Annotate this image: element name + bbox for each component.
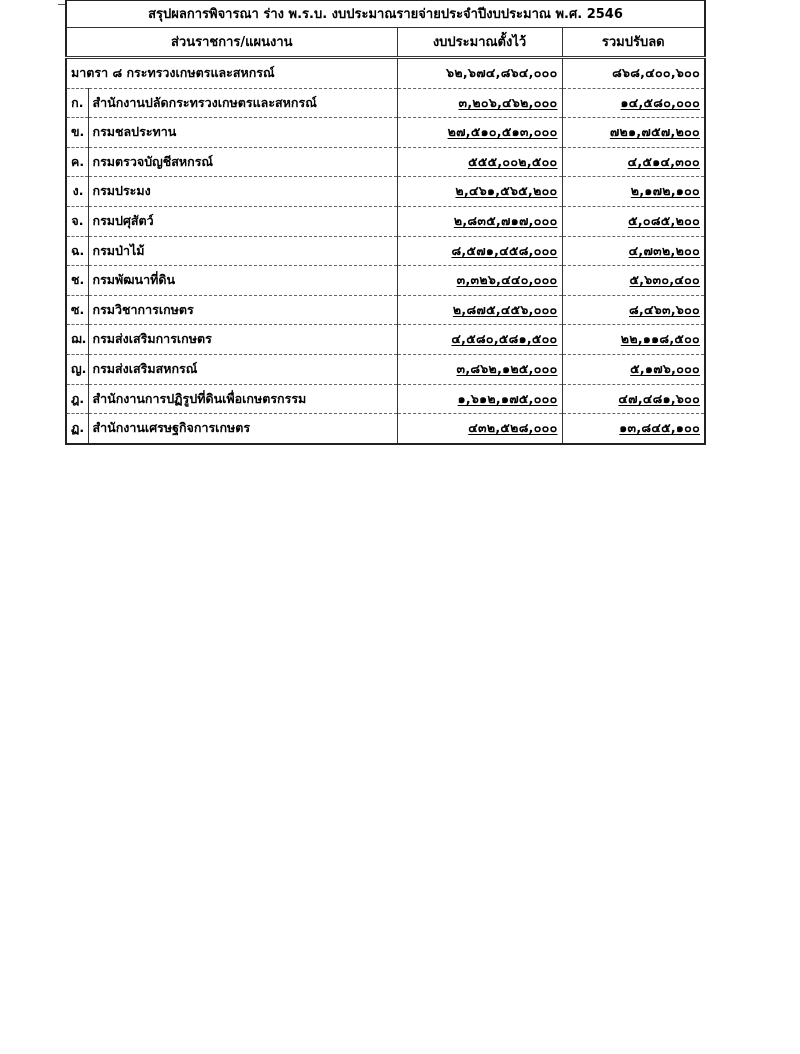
table-row (66, 354, 705, 384)
row-budget-value: ๓,๒๐๖,๔๖๒,๐๐๐ (458, 94, 558, 110)
row-budget (397, 414, 562, 444)
row-name: สำนักงานการปฏิรูปที่ดินเพื่อเกษตรกรรม (88, 384, 397, 414)
row-cut-value: ๔๗,๔๘๑,๖๐๐ (618, 390, 700, 406)
row-prefix: ญ. (66, 354, 88, 384)
column-header-budget: งบประมาณตั้งไว้ (397, 28, 562, 58)
table-title-row (66, 0, 705, 28)
row-budget (397, 236, 562, 266)
row-budget-value: ๒๗,๕๑๐,๕๑๓,๐๐๐ (447, 124, 558, 140)
row-budget (397, 384, 562, 414)
row-cut (562, 147, 705, 177)
row-prefix: จ. (66, 206, 88, 236)
row-budget-value: ๔,๕๘๐,๕๘๑,๕๐๐ (451, 331, 558, 347)
row-budget-value: ๒,๘๓๕,๗๑๗,๐๐๐ (453, 213, 558, 229)
row-budget (397, 325, 562, 355)
row-budget-value: ๘,๕๗๑,๔๕๘,๐๐๐ (451, 242, 558, 258)
row-cut (562, 118, 705, 148)
row-name: กรมประมง (88, 177, 397, 207)
row-prefix: ฎ. (66, 384, 88, 414)
row-cut-value: ๘,๔๖๓,๖๐๐ (629, 301, 700, 317)
row-cut (562, 384, 705, 414)
table-row (66, 206, 705, 236)
ministry-name: มาตรา ๘ กระทรวงเกษตรและสหกรณ์ (66, 58, 397, 89)
row-cut (562, 236, 705, 266)
table-header-row (66, 28, 705, 58)
row-budget-value: ๓,๓๒๖,๔๔๐,๐๐๐ (456, 272, 558, 288)
table-row (66, 295, 705, 325)
row-cut (562, 88, 705, 118)
row-budget (397, 147, 562, 177)
row-cut-value: ๔,๗๓๒,๒๐๐ (628, 242, 700, 258)
row-name: สำนักงานเศรษฐกิจการเกษตร (88, 414, 397, 444)
row-name: กรมพัฒนาที่ดิน (88, 266, 397, 296)
row-name: กรมชลประทาน (88, 118, 397, 148)
row-prefix: ข. (66, 118, 88, 148)
row-prefix: ฌ. (66, 325, 88, 355)
table-row (66, 414, 705, 444)
row-name: กรมส่งเสริมการเกษตร (88, 325, 397, 355)
row-budget (397, 206, 562, 236)
ministry-row (66, 58, 705, 89)
row-cut-value: ๕,๐๘๕,๒๐๐ (628, 213, 700, 229)
ministry-cut: ๘๖๘,๔๐๐,๖๐๐ (562, 58, 705, 89)
table-title: สรุปผลการพิจารณา ร่าง พ.ร.บ. งบประมาณรายจ่ายประจำปีงบประมาณ พ.ศ. 2546 (66, 0, 705, 28)
row-cut (562, 177, 705, 207)
row-prefix: ค. (66, 147, 88, 177)
row-cut-value: ๑๔,๕๘๐,๐๐๐ (620, 94, 700, 110)
row-prefix: ช. (66, 266, 88, 296)
row-prefix: ง. (66, 177, 88, 207)
row-budget (397, 354, 562, 384)
table-row (66, 236, 705, 266)
row-name: สำนักงานปลัดกระทรวงเกษตรและสหกรณ์ (88, 88, 397, 118)
row-cut-value: ๔,๕๑๔,๓๐๐ (627, 153, 700, 169)
row-cut-value: ๕,๑๗๖,๐๐๐ (630, 360, 700, 376)
row-budget (397, 118, 562, 148)
row-cut (562, 295, 705, 325)
row-prefix: ฏ. (66, 414, 88, 444)
row-name: กรมปศุสัตว์ (88, 206, 397, 236)
row-cut (562, 206, 705, 236)
row-cut-value: ๕,๖๓๐,๔๐๐ (629, 272, 700, 288)
row-budget-value: ๔๓๒,๕๒๘,๐๐๐ (468, 420, 558, 436)
table-row (66, 147, 705, 177)
row-name: กรมป่าไม้ (88, 236, 397, 266)
ministry-budget: ๖๒,๖๗๔,๘๖๔,๐๐๐ (397, 58, 562, 89)
row-budget (397, 88, 562, 118)
row-cut-value: ๒๒,๑๑๘,๕๐๐ (620, 331, 700, 347)
row-cut-value: ๑๓,๘๔๕,๑๐๐ (619, 420, 700, 436)
row-prefix: ก. (66, 88, 88, 118)
row-budget (397, 266, 562, 296)
row-budget (397, 295, 562, 325)
table-row (66, 88, 705, 118)
row-cut (562, 325, 705, 355)
table-row (66, 384, 705, 414)
row-budget (397, 177, 562, 207)
row-budget-value: ๒,๔๖๑,๕๖๕,๒๐๐ (455, 183, 558, 199)
row-name: กรมตรวจบัญชีสหกรณ์ (88, 147, 397, 177)
row-cut-value: ๗๒๑,๗๕๗,๒๐๐ (609, 124, 700, 140)
row-prefix: ซ. (66, 295, 88, 325)
budget-summary-table (65, 0, 706, 445)
row-budget-value: ๑,๖๑๒,๑๗๕,๐๐๐ (457, 390, 558, 406)
row-name: กรมส่งเสริมสหกรณ์ (88, 354, 397, 384)
row-cut (562, 414, 705, 444)
row-cut-value: ๒,๑๗๒,๑๐๐ (630, 183, 700, 199)
table-row (66, 325, 705, 355)
row-cut (562, 266, 705, 296)
column-header-cut: รวมปรับลด (562, 28, 705, 58)
column-header-unit: ส่วนราชการ/แผนงาน (66, 28, 397, 58)
row-budget-value: ๓,๘๖๒,๑๒๕,๐๐๐ (456, 360, 558, 376)
row-budget-value: ๒,๘๗๕,๔๕๖,๐๐๐ (452, 301, 558, 317)
row-prefix: ฉ. (66, 236, 88, 266)
row-cut (562, 354, 705, 384)
table-row (66, 118, 705, 148)
table-row (66, 177, 705, 207)
row-name: กรมวิชาการเกษตร (88, 295, 397, 325)
row-budget-value: ๕๕๕,๐๐๒,๕๐๐ (468, 153, 558, 169)
table-row (66, 266, 705, 296)
